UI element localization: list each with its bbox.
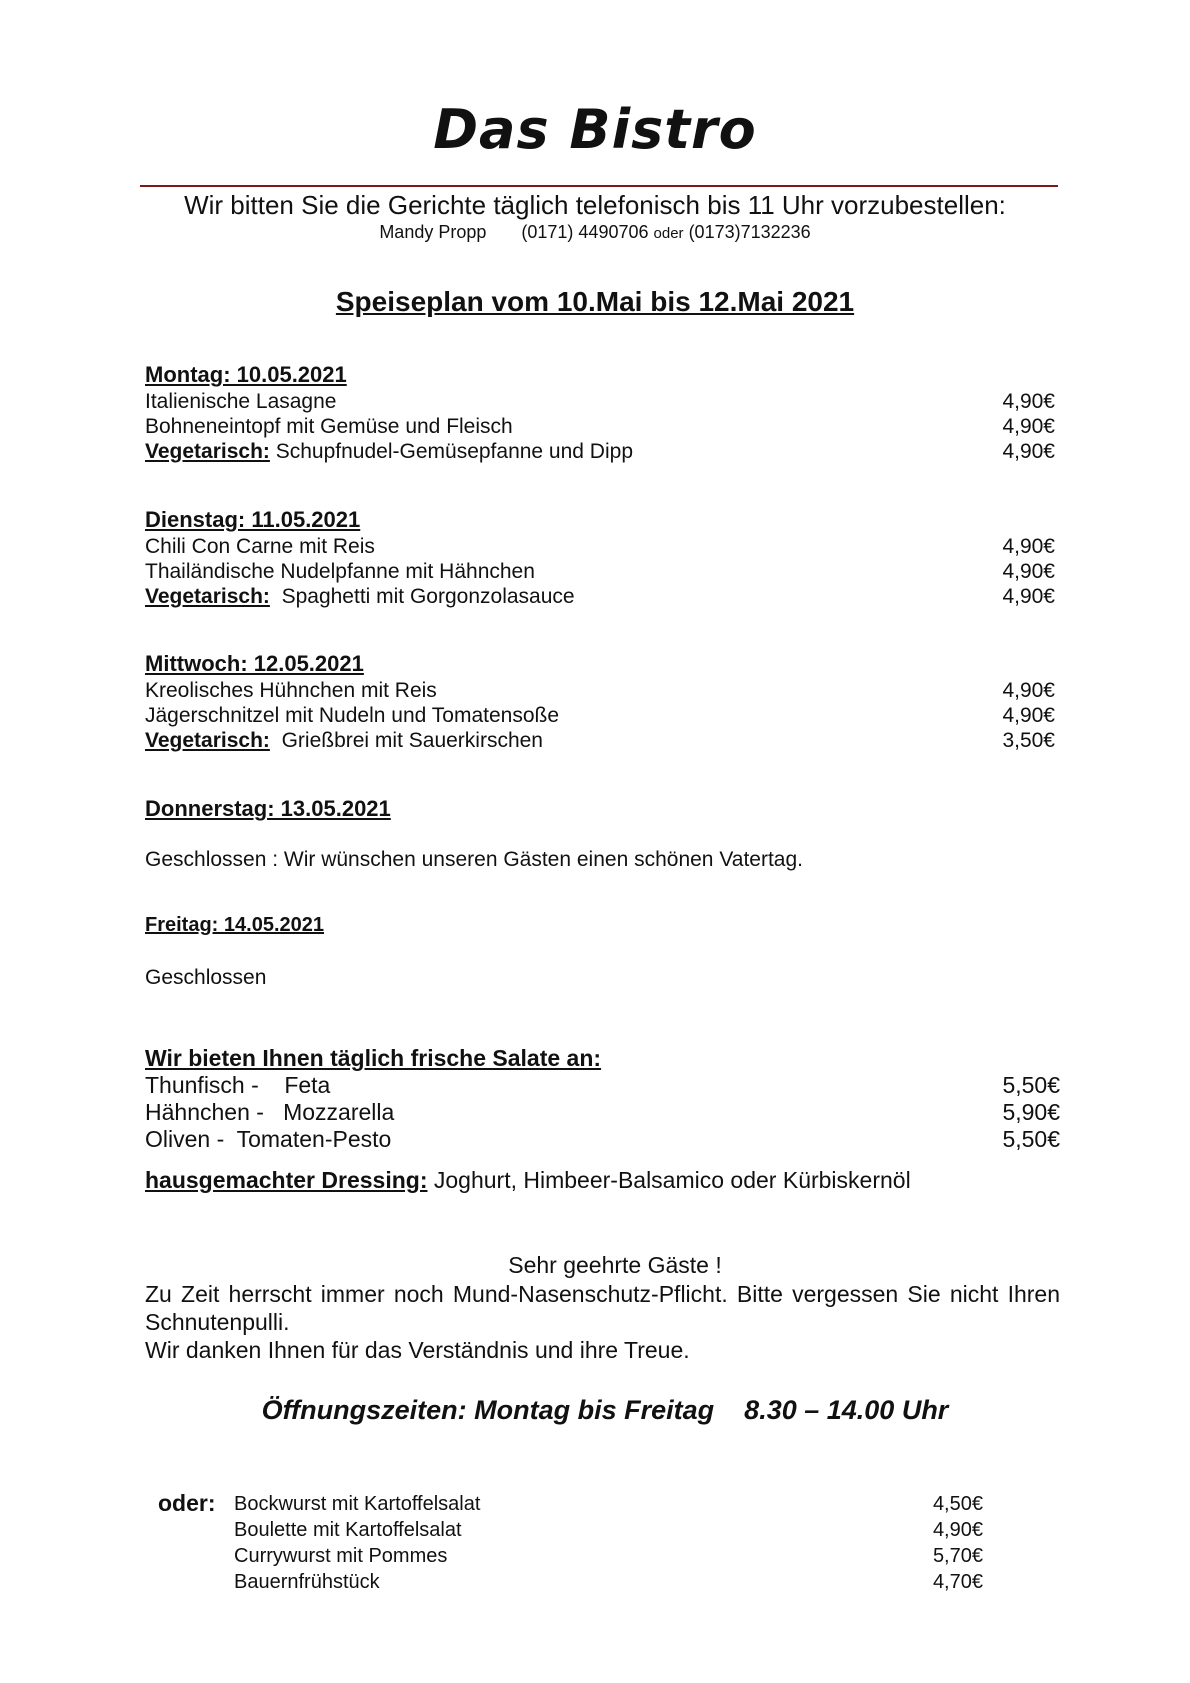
day-heading-thursday: Donnerstag: 13.05.2021 (145, 796, 391, 821)
alternative-name: Boulette mit Kartoffelsalat (234, 1519, 462, 1541)
day-heading-monday: Montag: 10.05.2021 (145, 362, 347, 387)
mask-notice (145, 1280, 1060, 1364)
alternative-price: 5,70€ (932, 1545, 983, 1567)
contact-oder: oder (653, 225, 684, 242)
closed-note-thursday: Geschlossen : Wir wünschen unseren Gästen einen schönen Vatertag. (145, 848, 803, 871)
dressing-line (145, 1167, 911, 1194)
vegetarian-label: Vegetarisch: (145, 729, 270, 752)
salad-name: Oliven - Tomaten-Pesto (145, 1126, 392, 1152)
mask-notice-line-1: Zu Zeit herrscht immer noch Mund-Nasenschutz-Pflicht. Bitte vergessen Sie nicht Ihren Schnutenpulli. (145, 1281, 1060, 1335)
menu-row (145, 679, 1055, 703)
menu-row (145, 440, 1055, 464)
menu-row (145, 585, 1055, 609)
phone-1: (0171) 4490706 (521, 222, 649, 242)
alternative-row (234, 1545, 983, 1568)
salads-heading: Wir bieten Ihnen täglich frische Salate an: (145, 1045, 602, 1071)
dish-price: 3,50€ (1002, 729, 1055, 752)
dish-name: Jägerschnitzel mit Nudeln und Tomatensoße (145, 704, 560, 727)
dressing-label: hausgemachter Dressing: (145, 1167, 428, 1193)
alternative-price: 4,90€ (932, 1519, 983, 1541)
dish-price: 4,90€ (1002, 535, 1055, 558)
menu-row (145, 535, 1055, 559)
alternative-name: Currywurst mit Pommes (234, 1545, 448, 1567)
alternative-row (234, 1493, 983, 1516)
opening-hours: Öffnungszeiten: Montag bis Freitag 8.30 – 14.00 Uhr (261, 1395, 949, 1425)
dressing-text: Joghurt, Himbeer-Balsamico oder Kürbiskernöl (433, 1167, 911, 1193)
alternatives-label: oder: (158, 1490, 216, 1516)
dish-name: Grießbrei mit Sauerkirschen (281, 729, 543, 752)
dish-name: Bohneneintopf mit Gemüse und Fleisch (145, 415, 513, 438)
dish-price: 4,90€ (1002, 560, 1055, 583)
day-heading-wednesday: Mittwoch: 12.05.2021 (145, 651, 364, 676)
bistro-title: Das Bistro (433, 98, 757, 161)
menu-row (145, 729, 1055, 753)
preorder-notice: Wir bitten Sie die Gerichte täglich telefonisch bis 11 Uhr vorzubestellen: (184, 190, 1006, 220)
vegetarian-label: Vegetarisch: (145, 585, 270, 608)
salad-name: Hähnchen - Mozzarella (145, 1099, 395, 1125)
salad-row (145, 1126, 1060, 1153)
closed-note-friday: Geschlossen (145, 966, 267, 989)
dish-name: Spaghetti mit Gorgonzolasauce (281, 585, 575, 608)
phone-2: (0173)7132236 (688, 222, 811, 242)
alternative-row (234, 1571, 983, 1594)
header-divider (140, 185, 1058, 187)
menu-row (145, 704, 1055, 728)
alternative-name: Bockwurst mit Kartoffelsalat (234, 1493, 481, 1515)
dish-name: Kreolisches Hühnchen mit Reis (145, 679, 437, 702)
alternative-price: 4,70€ (932, 1571, 983, 1593)
menu-row (145, 415, 1055, 439)
dish-name: Chili Con Carne mit Reis (145, 535, 375, 558)
salad-price: 5,90€ (1002, 1099, 1060, 1125)
contact-line (0, 222, 1190, 243)
dish-price: 4,90€ (1002, 585, 1055, 608)
salad-price: 5,50€ (1002, 1072, 1060, 1098)
alternative-name: Bauernfrühstück (234, 1571, 380, 1593)
dish-name: Schupfnudel-Gemüsepfanne und Dipp (275, 440, 633, 463)
salad-row (145, 1099, 1060, 1126)
dish-name: Italienische Lasagne (145, 390, 337, 413)
dish-name: Thailändische Nudelpfanne mit Hähnchen (145, 560, 535, 583)
menu-row (145, 390, 1055, 414)
salad-row (145, 1072, 1060, 1099)
plan-title: Speiseplan vom 10.Mai bis 12.Mai 2021 (335, 286, 855, 317)
dish-price: 4,90€ (1002, 679, 1055, 702)
greeting: Sehr geehrte Gäste ! (508, 1252, 722, 1278)
day-heading-friday: Freitag: 14.05.2021 (145, 914, 324, 936)
salad-price: 5,50€ (1002, 1126, 1060, 1152)
dish-price: 4,90€ (1002, 440, 1055, 463)
mask-notice-line-2: Wir danken Ihnen für das Verständnis und ihre Treue. (145, 1337, 690, 1363)
contact-name: Mandy Propp (379, 222, 487, 242)
menu-row (145, 560, 1055, 584)
dish-price: 4,90€ (1002, 415, 1055, 438)
alternative-row (234, 1519, 983, 1542)
alternative-price: 4,50€ (932, 1493, 983, 1515)
salad-name: Thunfisch - Feta (145, 1072, 331, 1098)
day-heading-tuesday: Dienstag: 11.05.2021 (145, 507, 361, 532)
dish-price: 4,90€ (1002, 704, 1055, 727)
vegetarian-label: Vegetarisch: (145, 440, 270, 463)
dish-price: 4,90€ (1002, 390, 1055, 413)
